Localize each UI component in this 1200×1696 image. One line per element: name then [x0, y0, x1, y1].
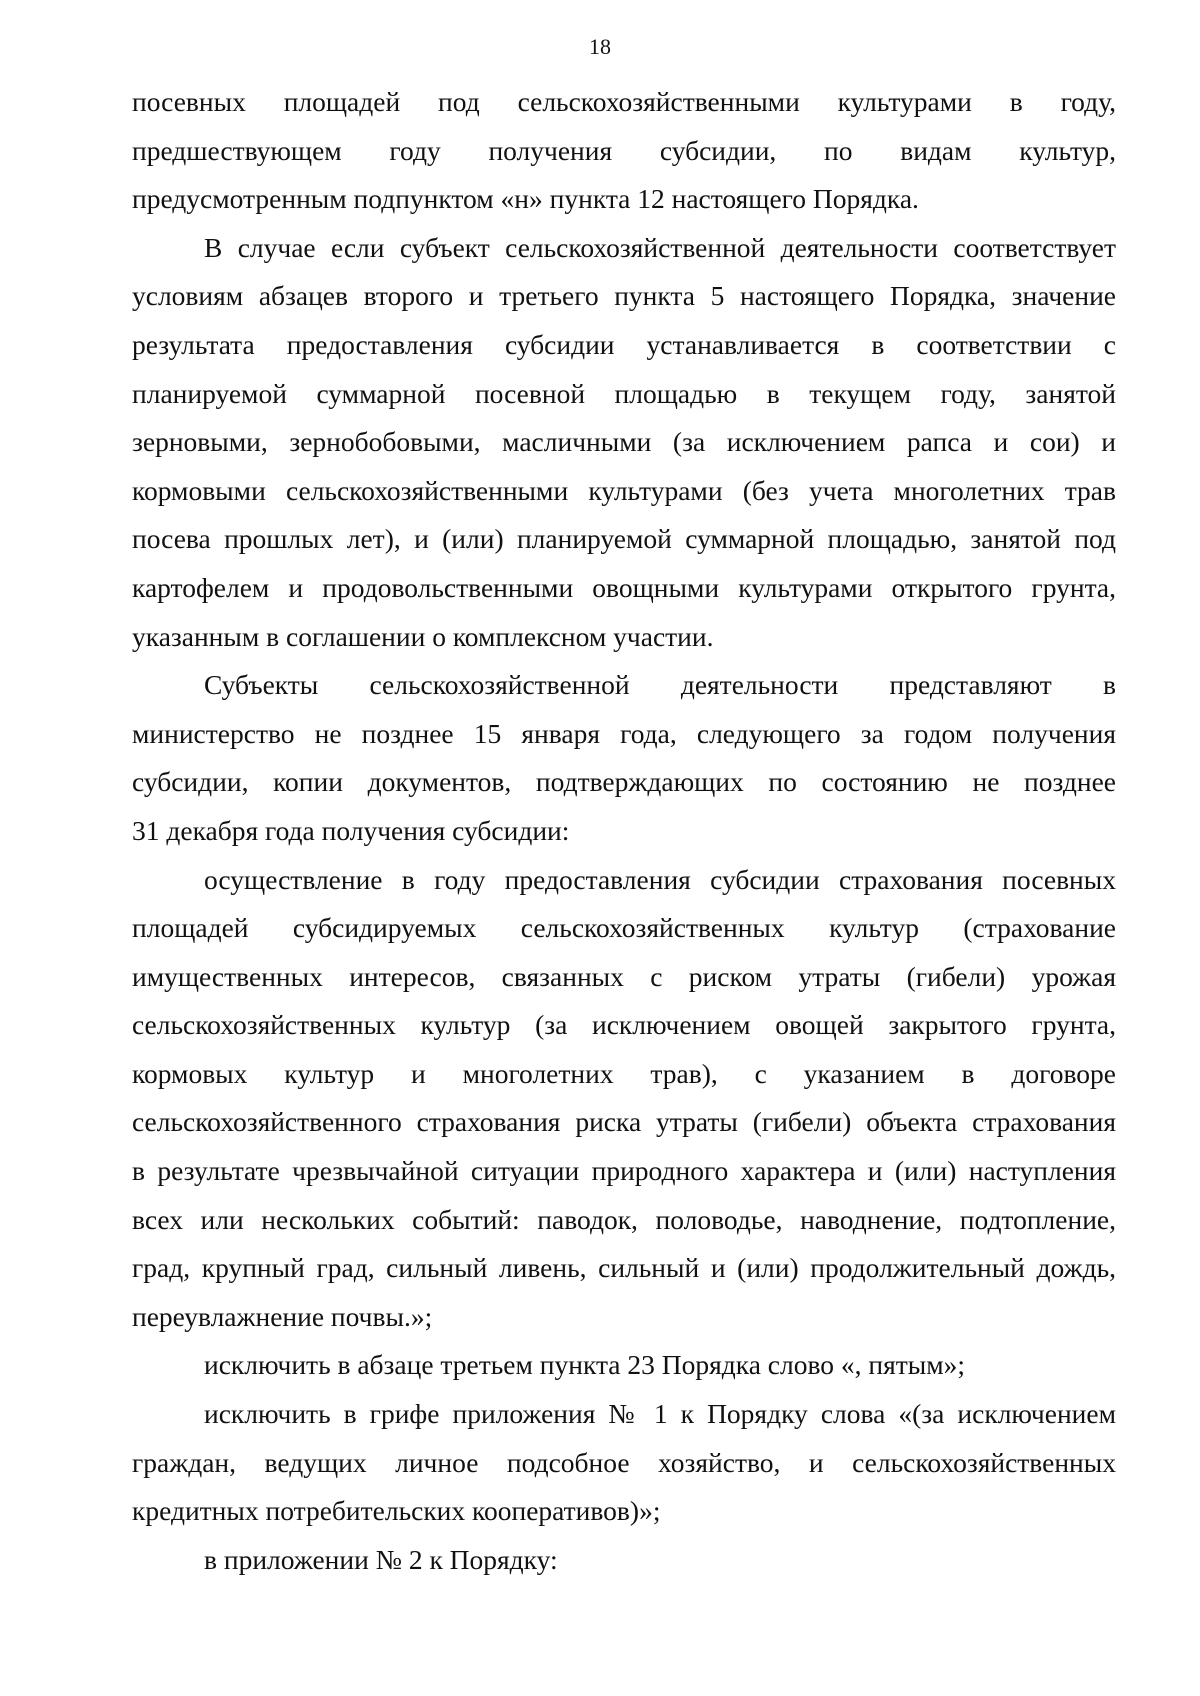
text-line: предшествующем году получения субсидии, по видам культур, — [132, 134, 1116, 166]
text-line: 31 декабря года получения субсидии: — [132, 814, 570, 846]
text-line: сельскохозяйственного страхования риска утраты (гибели) объекта страхования — [132, 1106, 1116, 1138]
paragraph — [132, 661, 1116, 855]
paragraph — [132, 1390, 1116, 1536]
text-line: исключить в абзаце третьем пункта 23 Порядка слово «, пятым»; — [204, 1349, 966, 1381]
text-line: планируемой суммарной посевной площадью в текущем году, занятой — [132, 377, 1116, 409]
text-line: предусмотренным подпунктом «н» пункта 12 настоящего Порядка. — [132, 183, 919, 215]
page-number: 18 — [589, 34, 611, 59]
text-line: посева прошлых лет), и (или) планируемой суммарной площадью, занятой под — [132, 523, 1116, 555]
text-line: субсидии, копии документов, подтверждающих по состоянию не позднее — [132, 766, 1116, 798]
text-line: картофелем и продовольственными овощными культурами открытого грунта, — [132, 571, 1116, 603]
text-line: осуществление в году предоставления субсидии страхования посевных — [204, 863, 1116, 895]
text-line: граждан, ведущих личное подсобное хозяйство, и сельскохозяйственных — [132, 1446, 1116, 1478]
text-line: переувлажнение почвы.»; — [132, 1300, 433, 1332]
text-line: площадей субсидируемых сельскохозяйственных культур (страхование — [132, 912, 1116, 944]
text-line: результата предоставления субсидии устанавливается в соответствии с — [132, 328, 1116, 360]
text-line: Субъекты сельскохозяйственной деятельности представляют в — [204, 669, 1116, 701]
text-line: В случае если субъект сельскохозяйственной деятельности соответствует — [204, 231, 1116, 263]
paragraph — [132, 1536, 1116, 1585]
document-body — [132, 78, 1116, 1584]
text-line: посевных площадей под сельскохозяйственными культурами в году, — [132, 86, 1116, 117]
paragraph — [132, 78, 1116, 224]
text-line: всех или нескольких событий: паводок, половодье, наводнение, подтопление, — [132, 1203, 1116, 1235]
text-line: исключить в грифе приложения № 1 к Порядку слова «(за исключением — [204, 1398, 1116, 1430]
text-line: условиям абзацев второго и третьего пункта 5 настоящего Порядка, значение — [132, 280, 1116, 312]
text-line: сельскохозяйственных культур (за исключением овощей закрытого грунта, — [132, 1009, 1116, 1041]
text-line: министерство не позднее 15 января года, следующего за годом получения — [132, 717, 1116, 749]
text-line: в результате чрезвычайной ситуации природного характера и (или) наступления — [132, 1155, 1116, 1187]
text-line: кормовых культур и многолетних трав), с указанием в договоре — [132, 1057, 1116, 1089]
paragraph — [132, 1341, 1116, 1390]
text-line: кредитных потребительских кооперативов)»; — [132, 1495, 661, 1527]
text-line: указанным в соглашении о комплексном участии. — [132, 620, 714, 652]
paragraph — [132, 224, 1116, 661]
text-line: в приложении № 2 к Порядку: — [204, 1543, 558, 1575]
text-line: имущественных интересов, связанных с риском утраты (гибели) урожая — [132, 960, 1116, 992]
paragraph — [132, 856, 1116, 1342]
text-line: кормовыми сельскохозяйственными культурами (без учета многолетних трав — [132, 474, 1116, 506]
text-line: зерновыми, зернобобовыми, масличными (за исключением рапса и сои) и — [132, 426, 1116, 458]
text-line: град, крупный град, сильный ливень, сильный и (или) продолжительный дождь, — [132, 1252, 1116, 1284]
